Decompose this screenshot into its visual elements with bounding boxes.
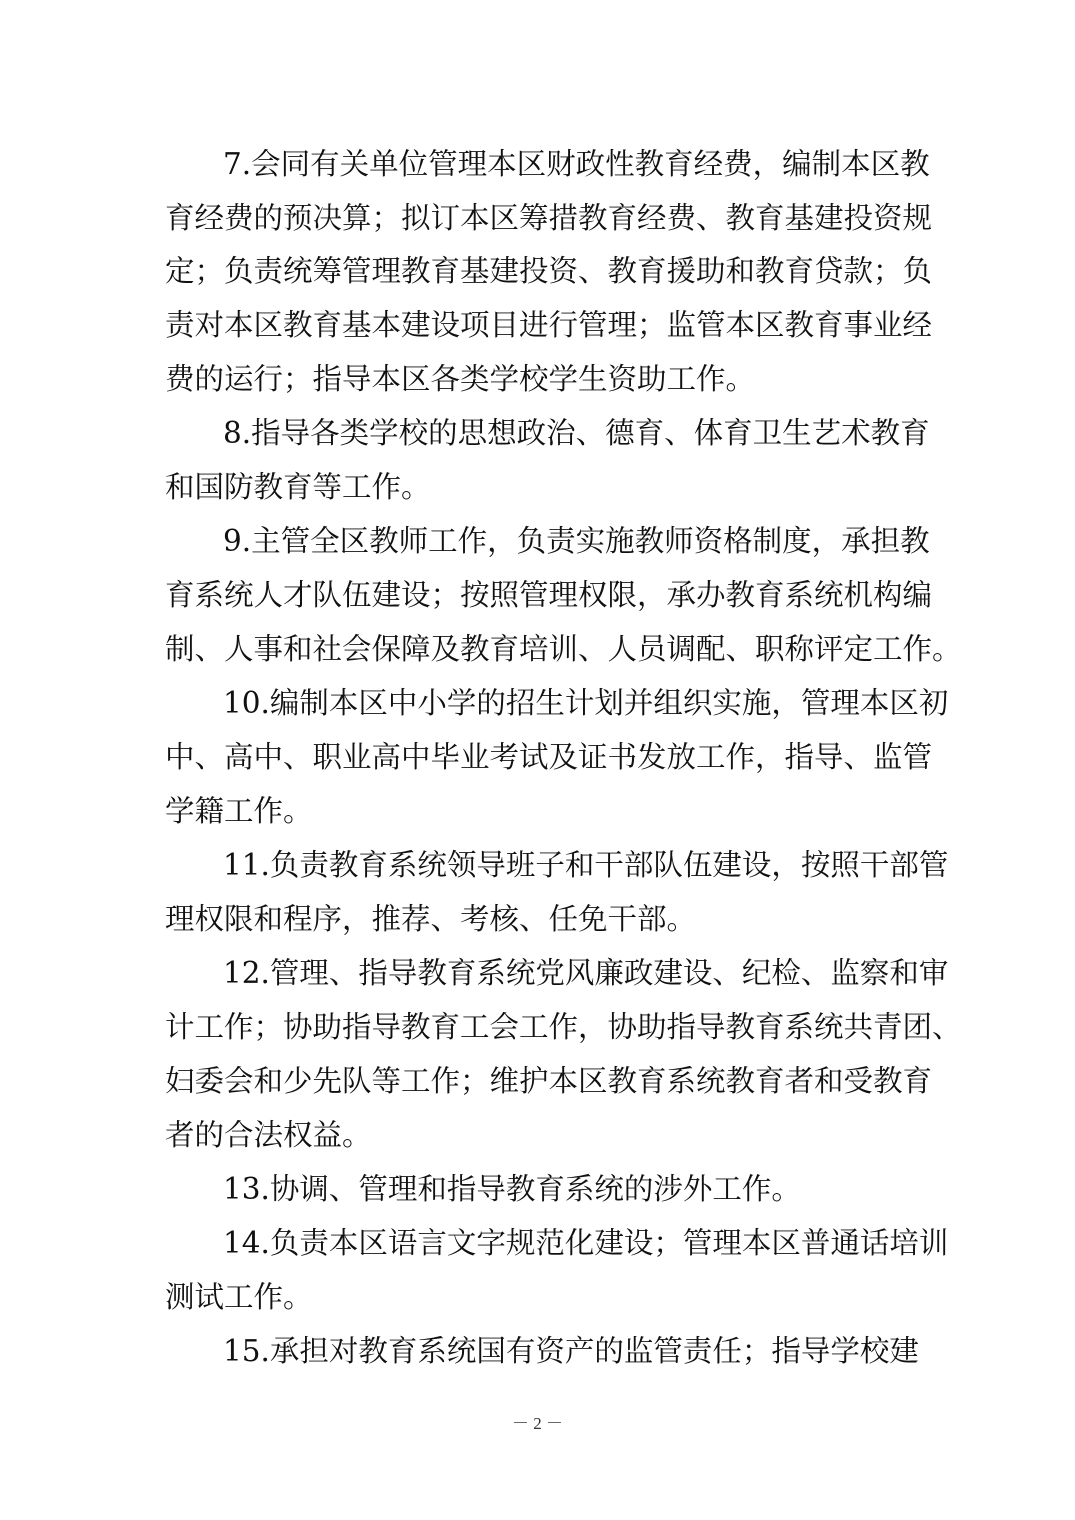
text-line: 13.协调、管理和指导教育系统的涉外工作。	[223, 1172, 801, 1206]
text-line: 妇委会和少先队等工作；维护本区教育系统教育者和受教育	[165, 1064, 933, 1098]
text-line: 责对本区教育基本建设项目进行管理；监管本区教育事业经	[165, 308, 933, 342]
text-line: 计工作；协助指导教育工会工作，协助指导教育系统共青团、	[165, 1010, 962, 1044]
text-line: 中、高中、职业高中毕业考试及证书发放工作，指导、监管	[165, 740, 933, 774]
text-line: 育经费的预决算；拟订本区筹措教育经费、教育基建投资规	[165, 201, 933, 235]
text-line: 理权限和程序，推荐、考核、任免干部。	[165, 902, 697, 936]
text-line: 学籍工作。	[165, 794, 313, 828]
text-line: 7.会同有关单位管理本区财政性教育经费，编制本区教	[223, 147, 930, 181]
text-line: 费的运行；指导本区各类学校学生资助工作。	[165, 362, 756, 396]
text-line: 测试工作。	[165, 1280, 313, 1314]
text-line: 14.负责本区语言文字规范化建设；管理本区普通话培训	[223, 1226, 949, 1260]
text-line: 者的合法权益。	[165, 1118, 372, 1152]
text-line: 9.主管全区教师工作，负责实施教师资格制度，承担教	[223, 524, 930, 558]
text-line: 15.承担对教育系统国有资产的监管责任；指导学校建	[223, 1334, 919, 1368]
text-line: 制、人事和社会保障及教育培训、人员调配、职称评定工作。	[165, 632, 962, 666]
page-number: － 2 －	[512, 1414, 563, 1433]
text-line: 11.负责教育系统领导班子和干部队伍建设，按照干部管	[223, 848, 949, 882]
text-line: 8.指导各类学校的思想政治、德育、体育卫生艺术教育	[223, 416, 930, 450]
text-line: 12.管理、指导教育系统党风廉政建设、纪检、监察和审	[223, 956, 949, 990]
text-line: 10.编制本区中小学的招生计划并组织实施，管理本区初	[223, 686, 949, 720]
text-line: 定；负责统筹管理教育基建投资、教育援助和教育贷款；负	[165, 254, 933, 288]
text-line: 和国防教育等工作。	[165, 470, 431, 504]
text-line: 育系统人才队伍建设；按照管理权限，承办教育系统机构编	[165, 578, 933, 612]
